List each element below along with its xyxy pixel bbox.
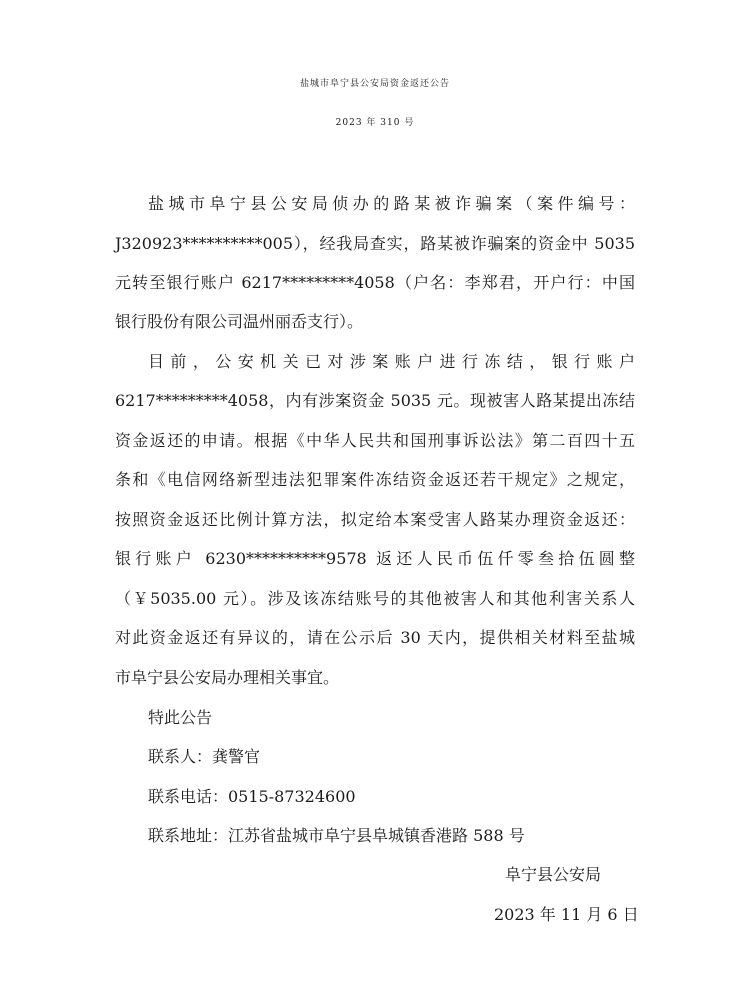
issuer-name: 阜宁县公安局: [505, 865, 602, 884]
paragraph2-line: 条和《电信网络新型违法犯罪案件冻结资金返还若干规定》之规定，: [115, 470, 635, 489]
paragraph2-line: （￥5035.00 元）。涉及该冻结账号的其他被害人和其他利害关系人: [115, 589, 635, 608]
contact-address: 联系地址：江苏省盐城市阜宁县阜城镇香港路 588 号: [148, 826, 525, 845]
paragraph2-line: 对此资金返还有异议的，请在公示后 30 天内，提供相关材料至盐城: [115, 628, 635, 647]
paragraph1-line: 盐城市阜宁县公安局侦办的路某被诈骗案（案件编号：: [148, 194, 635, 213]
paragraph2-line: 目前，公安机关已对涉案账户进行冻结，银行账户: [148, 352, 635, 371]
document-number: 2023 年 310 号: [335, 118, 415, 128]
closing-text: 特此公告: [148, 708, 213, 727]
paragraph2-line: 按照资金返还比例计算方法，拟定给本案受害人路某办理资金返还：: [115, 510, 635, 529]
issue-date: 2023 年 11 月 6 日: [494, 905, 639, 924]
paragraph2-line: 资金返还的申请。根据《中华人民共和国刑事诉讼法》第二百四十五: [115, 431, 635, 450]
paragraph2-line: 银行账户 6230**********9578 返还人民币伍仟零叁拾伍圆整: [115, 549, 635, 568]
contact-phone: 联系电话：0515-87324600: [148, 787, 356, 806]
paragraph1-line: 元转至银行账户 6217*********4058（户名：李郑君，开户行：中国: [115, 273, 635, 292]
paragraph1-line: J320923**********005），经我局查实，路某被诈骗案的资金中 5035: [115, 234, 635, 253]
contact-person: 联系人：龚警官: [148, 747, 261, 766]
paragraph1-line: 银行股份有限公司温州丽岙支行）。: [115, 312, 364, 331]
paragraph2-line: 市阜宁县公安局办理相关事宜。: [115, 668, 340, 687]
document-title: 盐城市阜宁县公安局资金返还公告: [299, 79, 450, 89]
paragraph2-line: 6217*********4058，内有涉案资金 5035 元。现被害人路某提出冻结: [115, 391, 635, 410]
